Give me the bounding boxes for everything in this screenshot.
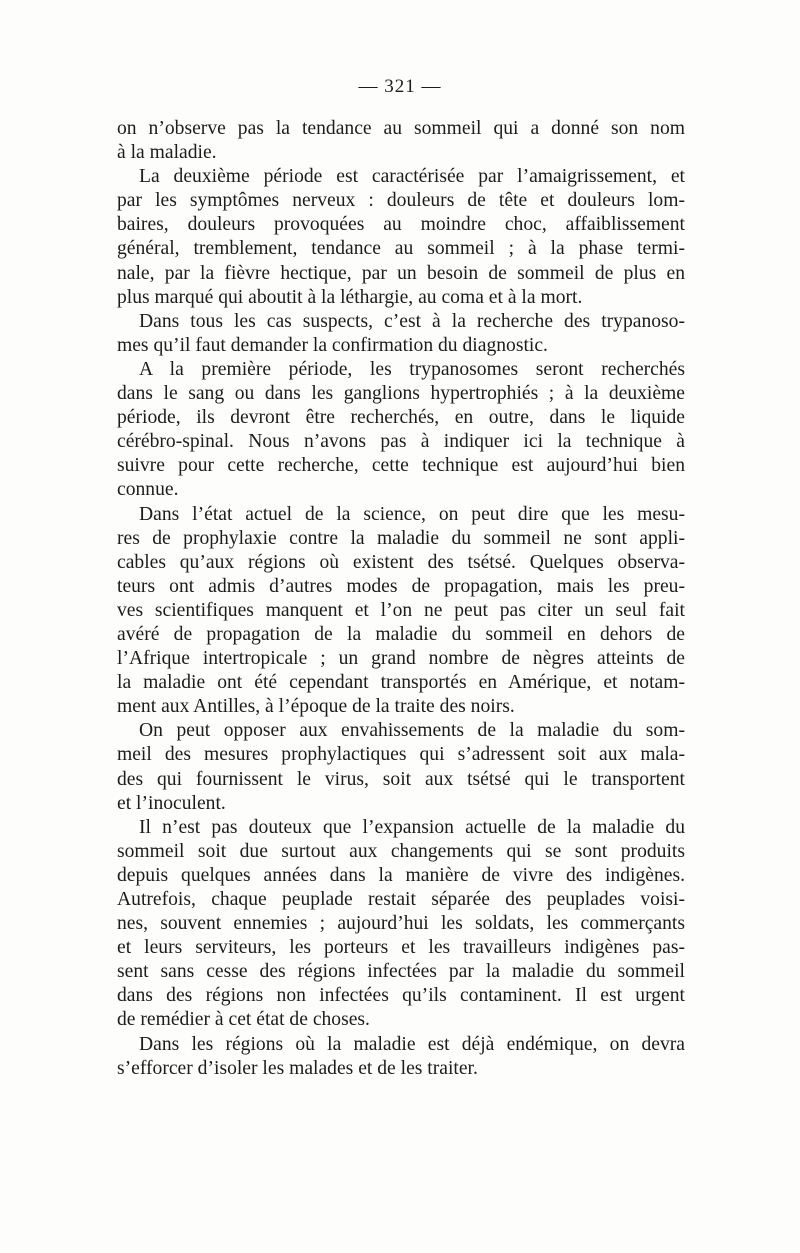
paragraph bbox=[117, 117, 685, 165]
paragraph bbox=[117, 1033, 685, 1081]
text-line: dans le sang ou dans les ganglions hypertrophiés ; à la deuxième bbox=[117, 383, 685, 405]
text-line: mes qu’il faut demander la confirmation du diagnostic. bbox=[117, 334, 548, 356]
text-line: suivre pour cette recherche, cette technique est aujourd’hui bien bbox=[117, 455, 685, 477]
text-line: On peut opposer aux envahissements de la maladie du som- bbox=[139, 720, 685, 742]
text-line: on n’observe pas la tendance au sommeil qui a donné son nom bbox=[117, 118, 685, 139]
text-line: et l’inoculent. bbox=[117, 792, 226, 814]
text-line: dans des régions non infectées qu’ils contaminent. Il est urgent bbox=[117, 985, 685, 1007]
text-line: Il n’est pas douteux que l’expansion actuelle de la maladie du bbox=[139, 816, 685, 838]
text-line: Dans les régions où la maladie est déjà endémique, on devra bbox=[139, 1033, 685, 1055]
text-line: cables qu’aux régions où existent des tsétsé. Quelques observa- bbox=[117, 551, 685, 573]
text-line: général, tremblement, tendance au sommeil ; à la phase termi- bbox=[117, 238, 685, 260]
text-line: à la maladie. bbox=[117, 142, 217, 164]
text-line: s’efforcer d’isoler les malades et de les traiter. bbox=[117, 1057, 478, 1079]
paragraph bbox=[117, 165, 685, 310]
paragraph bbox=[117, 503, 685, 720]
text-line: Dans l’état actuel de la science, on peut dire que les mesu- bbox=[139, 503, 685, 525]
text-line: teurs ont admis d’autres modes de propagation, mais les preu- bbox=[117, 575, 685, 597]
text-line: période, ils devront être recherchés, en outre, dans le liquide bbox=[117, 407, 685, 429]
text-line: meil des mesures prophylactiques qui s’adressent soit aux mala- bbox=[117, 744, 685, 766]
text-line: ves scientifiques manquent et l’on ne peut pas citer un seul fait bbox=[117, 599, 685, 621]
text-line: avéré de propagation de la maladie du sommeil en dehors de bbox=[117, 623, 685, 645]
text-line: cérébro-spinal. Nous n’avons pas à indiquer ici la technique à bbox=[117, 431, 685, 453]
text-line: des qui fournissent le virus, soit aux tsétsé qui le transportent bbox=[117, 768, 685, 790]
text-line: Dans tous les cas suspects, c’est à la recherche des trypanoso- bbox=[139, 310, 685, 332]
paragraph bbox=[117, 358, 685, 503]
text-line: Autrefois, chaque peuplade restait séparée des peuplades voisi- bbox=[117, 889, 685, 910]
text-line: et leurs serviteurs, les porteurs et les travailleurs indigènes pas- bbox=[117, 937, 685, 959]
text-line: l’Afrique intertropicale ; un grand nombre de nègres atteints de bbox=[117, 648, 685, 670]
text-line: nes, souvent ennemies ; aujourd’hui les soldats, les commerçants bbox=[117, 913, 685, 935]
body-text bbox=[117, 117, 685, 1081]
page-number: — 321 — bbox=[358, 76, 442, 97]
text-line: sommeil soit due surtout aux changements qui se sont produits bbox=[117, 840, 685, 862]
text-line: la maladie ont été cependant transportés en Amérique, et notam- bbox=[117, 672, 685, 694]
paragraph bbox=[117, 310, 685, 358]
text-line: ment aux Antilles, à l’époque de la traite des noirs. bbox=[117, 696, 515, 718]
text-line: La deuxième période est caractérisée par l’amaigrissement, et bbox=[139, 166, 685, 188]
text-line: sent sans cesse des régions infectées par la maladie du sommeil bbox=[117, 961, 685, 983]
text-line: connue. bbox=[117, 479, 179, 501]
text-line: par les symptômes nerveux : douleurs de tête et douleurs lom- bbox=[117, 190, 685, 212]
text-line: baires, douleurs provoquées au moindre choc, affaiblissement bbox=[117, 214, 685, 236]
text-line: de remédier à cet état de choses. bbox=[117, 1009, 370, 1031]
text-line: plus marqué qui aboutit à la léthargie, au coma et à la mort. bbox=[117, 286, 583, 308]
paragraph bbox=[117, 816, 685, 1033]
text-line: nale, par la fièvre hectique, par un besoin de sommeil de plus en bbox=[117, 262, 685, 284]
text-line: depuis quelques années dans la manière de vivre des indigènes. bbox=[117, 864, 685, 886]
text-line: A la première période, les trypanosomes seront recherchés bbox=[139, 358, 685, 380]
paragraph bbox=[117, 719, 685, 815]
text-line: res de prophylaxie contre la maladie du sommeil ne sont appli- bbox=[117, 527, 685, 549]
